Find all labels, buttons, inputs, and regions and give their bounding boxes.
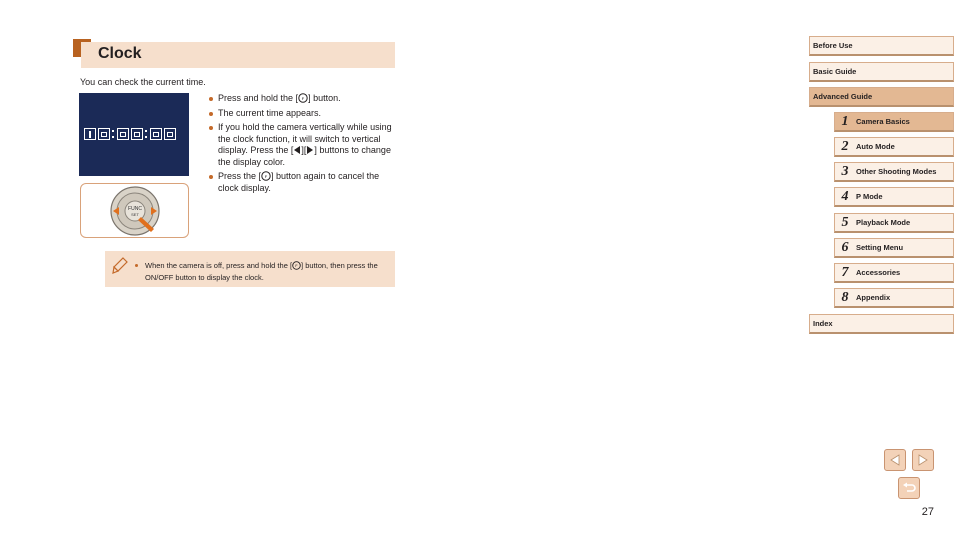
clock-colon [145, 128, 148, 140]
nav-basic-guide[interactable]: Basic Guide [809, 62, 954, 82]
nav-chapter-accessories[interactable]: 7 Accessories [834, 263, 954, 283]
nav-chapter-auto-mode[interactable]: 2 Auto Mode [834, 137, 954, 157]
clock-digit [150, 128, 162, 140]
intro-text: You can check the current time. [80, 77, 206, 87]
nav-chapter-setting-menu[interactable]: 6 Setting Menu [834, 238, 954, 258]
list-item: The current time appears. [208, 108, 393, 120]
clock-digit [117, 128, 129, 140]
func-set-button-icon [292, 261, 301, 270]
nav-chapter-appendix[interactable]: 8 Appendix [834, 288, 954, 308]
pencil-icon [111, 256, 129, 276]
nav-before-use[interactable]: Before Use [809, 36, 954, 56]
page-title: Clock [98, 45, 142, 62]
svg-text:F: F [301, 95, 305, 101]
func-set-dial-icon [81, 184, 188, 237]
clock-digit [131, 128, 143, 140]
control-dial-image [80, 183, 189, 238]
list-item: Press the [ F ] button again to cancel the clock display. [208, 171, 393, 194]
clock-colon [112, 128, 115, 140]
arrow-right-icon [918, 454, 928, 466]
return-icon [902, 482, 916, 494]
return-button[interactable] [898, 477, 920, 499]
list-item: If you hold the camera vertically while using the clock function, it will switch to vertical display. Press the [ ][ ] buttons to change the display color. [208, 122, 393, 168]
note-text: When the camera is off, press and hold the [ F ] button, then press the ON/OFF button to display the clock. [145, 260, 385, 283]
clock-digits [84, 128, 178, 140]
clock-digit [84, 128, 96, 140]
func-set-button-icon [261, 171, 271, 181]
dial-label-set: SET [131, 212, 139, 217]
dial-label-func: FUNC [128, 206, 142, 212]
nav-index[interactable]: Index [809, 314, 954, 334]
clock-digit [98, 128, 110, 140]
page-number: 27 [921, 506, 934, 518]
svg-text:F: F [295, 264, 298, 269]
note-box [105, 251, 395, 287]
nav-chapter-camera-basics[interactable]: 1 Camera Basics [834, 112, 954, 132]
next-page-button[interactable] [912, 449, 934, 471]
instruction-list [208, 93, 393, 197]
func-set-button-icon [298, 93, 308, 103]
prev-page-button[interactable] [884, 449, 906, 471]
svg-text:F: F [264, 173, 268, 179]
page-title-block [73, 39, 395, 68]
nav-advanced-guide[interactable]: Advanced Guide [809, 87, 954, 107]
arrow-left-icon [890, 454, 900, 466]
nav-chapter-playback-mode[interactable]: 5 Playback Mode [834, 213, 954, 233]
clock-digit [164, 128, 176, 140]
nav-chapter-other-shooting-modes[interactable]: 3 Other Shooting Modes [834, 162, 954, 182]
list-item: Press and hold the [ F ] button. [208, 93, 393, 105]
nav-chapter-p-mode[interactable]: 4 P Mode [834, 187, 954, 207]
clock-display-image [79, 93, 189, 176]
